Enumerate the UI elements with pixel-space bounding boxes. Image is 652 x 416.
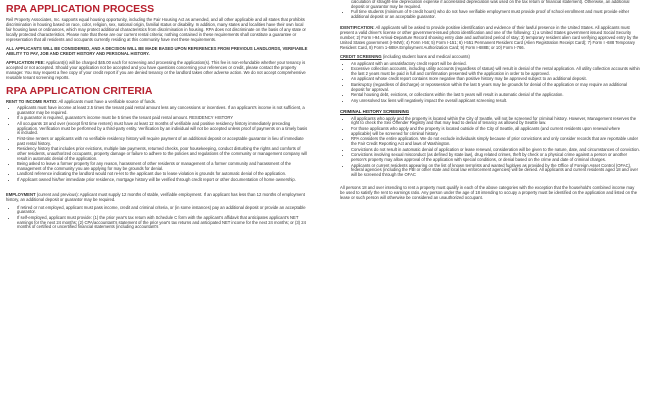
credit-list (340, 62, 640, 104)
list-item: • For those applicants who apply and the property is located outside of the City of Seattle, all applicants (and current residents upon renewal where applicable) will be screened for criminal history. (351, 127, 640, 136)
list-item: • RPA considers the entire application. We do not exclude individuals simply because of prior convictions and only consider records that are reportable under the Fair Credit Reporting Act and laws of Washington. (351, 137, 640, 146)
list-item: • Rental housing debt, evictions, or collections within the last 5 years will result in automatic denial of the application. (351, 93, 640, 98)
criminal-screening-heading: CRIMINAL HISTORY SCREENING (340, 108, 410, 114)
list-item: • If retired or not employed, applicant must pass income, credit and criminal criteria, or (in some instances) pay an additional deposit or provide an acceptable guarantor. (17, 206, 308, 215)
employment-list (6, 206, 308, 230)
list-item: • All applicants who apply and the property is located within the City of Seattle, will not be screened for criminal history. However, Management reserves the right to check the Sex Offender Registry and that may lead to denial of tenancy as allowed by Seattle law. (351, 117, 640, 126)
list-item: • An applicant with an unsatisfactory credit report will be denied. (351, 62, 640, 67)
intro-paragraph: Reil Property Associates, Inc. supports equal housing opportunity, including the Fair Housing Act as amended, and all other applicable and all states that prohibits discrimination in housing based on race, color, religion, sex, national origin, familial status or disability. In addition, many states and localities have their own local fair housing laws or ordinances, which may protect additional characteristics from discrimination in housing. RPA does not discriminate on the basis of any state or locally protected characteristics. Please note that these are our current rental criteria; nothing contained in these requirements shall constitute a guarantee or representation that all residents and occupants currently residing at this community have met these requirements. (6, 17, 306, 42)
all-applicants-statement: ALL APPLICANTS WILL BE CONSIDERED, AND A DECISION WILL BE MADE BASED UPON REFERENCES FROM PREVIOUS LANDLORDS, VERIFIABLE ABILITY TO PAY, JOB AND CREDIT HISTORY AND PERSONAL HISTORY. (6, 46, 308, 56)
rent-ratio-label: RENT TO INCOME RATIO: (6, 99, 58, 104)
list-item: • Any unresolved tax liens will negatively impact the overall applicant screening result. (351, 99, 640, 104)
list-item: • All occupants 18 and over (except first time renters) must have at least 12 months of verifiable and positive residency history immediately preceding application. Verification must be performed by a third-party entity. Verification by an individual will not be accepted unless proof of payments on a timely basis is included. (17, 122, 308, 136)
credit-screening-note: (including student loans and medical accounts) (382, 53, 470, 59)
closing-paragraph: All persons 18 and over intending to rent a property must qualify in each of the above categories with the exception that the household's combined income may be used to satisfy the rent to earnings ratio. Any person under the age of 18 intending to occupy a property must be identified on the application and listed on the lease or such person will otherwise be considered an unauthorized occupant. (340, 184, 638, 200)
left-column (6, 0, 308, 416)
list-item: • Convictions do not result in automatic denial of application or lease renewal, consideration will be given to the nature, date, and circumstances of conviction. (351, 148, 640, 153)
identification-paragraph (340, 25, 640, 50)
rent-ratio-text: All applicants must have a verifiable source of funds. (58, 99, 156, 104)
section-title-application-process: RPA APPLICATION PROCESS (6, 3, 155, 15)
list-item: • Excessive collection accounts, including utility accounts (regardless of status) will result in denial of the rental application. All utility collection accounts within the last 2 years must be paid in full and confirmation presented with the application in order to be approved. (351, 67, 640, 76)
continued-list (340, 0, 640, 20)
section-title-application-criteria: RPA APPLICATION CRITERIA (6, 85, 153, 97)
application-fee-label: APPLICATION FEE: (6, 60, 45, 65)
application-fee-text: Applicant(s) will be charged $45.00 each for screening and processing the application(s). This fee is non-refundable whether your tenancy is accepted or not accepted. Should your application not be accepted and you have questions concerning your references or credit, please contact the property manager. You may request a free copy of your credit report if you are denied tenancy or the landlord takes other adverse action. We do not accept comprehensive reusable tenant screening reports. (6, 60, 306, 80)
list-item: • Applicants or current residents appearing on the list of known terrorists and wanted fugitives as provided by the Office of Foreign Asset Control (OFAC), federal agencies (including the FBI or other state and local law enforcement agencies) will be denied. All applicants and current residents aged 18 and over will be screened through the OFAC (351, 164, 640, 178)
list-item: calculation of straight-line depreciation expense if accelerated depreciation was used on the tax return or financial statement). Otherwise, an additional deposit or guarantor may be required. (351, 0, 630, 9)
list-item: • If self-employed, applicant must provide: (1) the prior year's tax return with Schedule C form with the applicant's affidavit that anticipates applicant's NET earnings for the next 24 months; (2) CPA/accountant's statement of the prior year's tax returns and anticipated NET income for the next 24 months; or (3) 24 months of certified or uncertified financial statements (including accountant's (17, 216, 308, 230)
list-item: • An applicant whose credit report contains more negative than positive history may be approved subject to an additional deposit. (351, 77, 640, 82)
list-item: • Full time students (minimum of 9 credit hours) who do not have verifiable employment must provide proof of school enrollment and must provide either additional deposit or an acceptable guarantor. (351, 10, 640, 19)
credit-screening-label: CREDIT SCREENING (340, 53, 382, 59)
list-item: • Landlord reference indicating the landlord would not re-let to the applicant due to lease violation is grounds for automatic denial of the application. (17, 172, 308, 177)
employment-paragraph (6, 192, 308, 202)
income-residency-list (6, 106, 308, 183)
application-fee-paragraph (6, 60, 308, 80)
identification-label: IDENTIFICATION: (340, 24, 375, 30)
list-item: • If Applicant owned his/her immediate prior residence, mortgage history will be verified through credit report or other documentation of home ownership. (17, 178, 308, 183)
list-item: • Applicants must have income at least 2.5 times the tenant paid rental amount less any concessions or incentives. If an applicant's income is not sufficient, a guarantor may be required. (17, 106, 308, 115)
list-item: • Being asked to leave a former property for any reason, harassment of other residents or management of a former community and harassment of the management of the community you are applying for may be grounds for denial. (17, 162, 308, 171)
list-item: • First-time renters or applicants with no verifiable residency history will require payment of an additional deposit or acceptable guarantor in lieu of immediate past rental history. (17, 137, 308, 146)
list-item: • Bankruptcy (regardless of discharge) or repossession within the last 5 years may be grounds for denial of the application or may require an additional deposit for approval. (351, 83, 640, 92)
list-item: • Residency history that includes prior evictions, multiple late payments, returned checks, poor housekeeping, conduct disturbing the rights and comforts of other residents, unauthorized occupants, property damage or failure to adhere to the policies and regulations of the community or management company will result in automatic denial of the application. (17, 147, 308, 161)
employment-text: (current and previous): Applicant must supply 12 months of stable, verifiable employment. If an applicant has less than 12 months of employment history, an additional deposit or guarantor may be required. (6, 191, 305, 202)
list-item: • If a guarantor is required, guarantor's income must be 5 times the tenant paid rental amount. RESIDENCY HISTORY (17, 116, 308, 121)
list-item: • Convictions involving sexual misconduct (as defined by state law), drug related crimes, theft by check or a physical crime against a person or another person's property may allow approval of the application with special conditions, or denial based on the crime and date of criminal charges. (351, 153, 640, 162)
criminal-list (340, 117, 640, 178)
employment-label: EMPLOYMENT (6, 191, 36, 197)
identification-text: All applicants will be asked to provide positive identification and evidence of their lawful presence in the United States. All applicants must present a valid driver's license or other government-issued photo identification and one of the following: 1) a United States government issued Social Security number; 2) Form I-94 Arrival-Departure Record showing entry date and authorized period of stay; 3) temporary resident alien card verifying approved entry by the United States government (I-94W); 4) Form I-56; 5) Form I-151; 6) I-551 Permanent Resident Card (Alien Registration Receipt Card); 7) Form I -688 Temporary Resident Card, 8) Form 1-688A Employment Authorization Card; 9) Form I-688B; or 10) Form I-766. (340, 24, 639, 50)
right-column (340, 0, 640, 416)
